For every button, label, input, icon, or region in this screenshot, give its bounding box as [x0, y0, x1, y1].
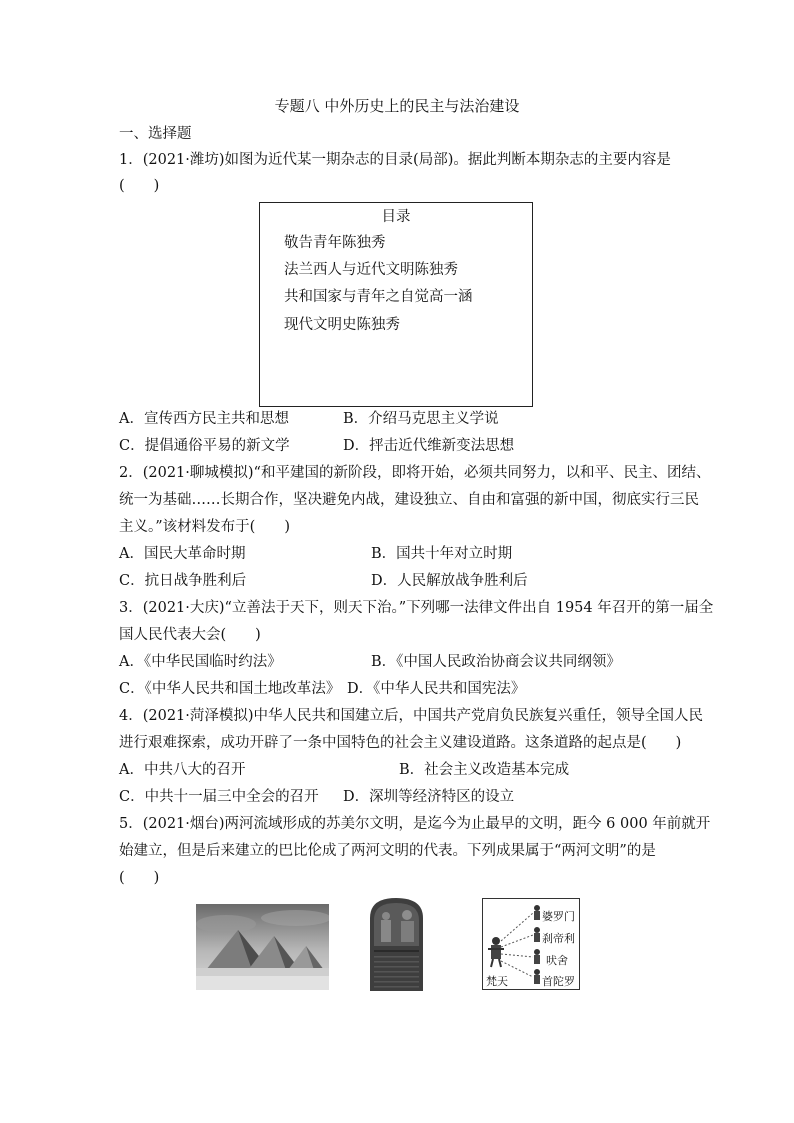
- q3-stem-line2: 国人民代表大会( ): [119, 627, 261, 643]
- q4-option-a: A．中共八大的召开: [119, 762, 246, 778]
- caste-label-shudra: 首陀罗: [542, 975, 575, 988]
- caste-label-kshatriya: 刹帝利: [542, 932, 575, 945]
- toc-title: 目录: [381, 209, 411, 225]
- q1-stem-line2: ( ): [119, 178, 160, 194]
- q3-option-d: D．《中华人民共和国宪法》: [347, 681, 526, 697]
- section-heading: 一、选择题: [119, 126, 192, 142]
- stele-image: [364, 896, 429, 991]
- q4-option-b: B．社会主义改造基本完成: [399, 762, 570, 778]
- q2-option-d: D．人民解放战争胜利后: [371, 573, 528, 589]
- q4-option-c: C．中共十一届三中全会的召开: [119, 789, 319, 805]
- magazine-toc-box: [259, 202, 533, 407]
- q2-stem-line2: 统一为基础……长期合作，坚决避免内战，建设独立、自由和富强的新中国，彻底实行三民: [119, 492, 699, 508]
- page-title: 专题八 中外历史上的民主与法治建设: [274, 97, 520, 115]
- caste-label-brahmin: 婆罗门: [542, 910, 575, 923]
- q5-stem-line3: ( ): [119, 870, 160, 886]
- toc-item: 共和国家与青年之自觉高一涵: [284, 289, 473, 305]
- q5-stem-line1: 5．(2021·烟台)两河流域形成的苏美尔文明，是迄今为止最早的文明，距今 6 000 年前就开: [119, 816, 711, 832]
- q4-option-d: D．深圳等经济特区的设立: [343, 789, 515, 805]
- toc-item: 敬告青年陈独秀: [284, 235, 386, 251]
- q1-option-b: B．介绍马克思主义学说: [343, 411, 499, 427]
- q1-option-d: D．抨击近代维新变法思想: [343, 438, 515, 454]
- q2-option-b: B．国共十年对立时期: [371, 546, 513, 562]
- q2-stem-line3: 主义。”该材料发布于( ): [119, 519, 290, 535]
- q5-stem-line2: 始建立，但是后来建立的巴比伦成了两河文明的代表。下列成果属于“两河文明”的是: [119, 843, 656, 859]
- q2-stem-line1: 2．(2021·聊城模拟)“和平建国的新阶段，即将开始，必须共同努力，以和平、民主、团结、: [119, 465, 711, 481]
- q3-option-b: B．《中国人民政治协商会议共同纲领》: [371, 654, 621, 670]
- q2-option-c: C．抗日战争胜利后: [119, 573, 247, 589]
- q3-option-a: A．《中华民国临时约法》: [119, 654, 282, 670]
- q4-stem-line2: 进行艰难探索，成功开辟了一条中国特色的社会主义建设道路。这条道路的起点是( ): [119, 735, 682, 751]
- toc-item: 现代文明史陈独秀: [284, 317, 400, 333]
- q3-stem-line1: 3．(2021·大庆)“立善法于天下，则天下治。”下列哪一法律文件出自 1954 年召开的第一届全: [119, 600, 714, 616]
- q1-option-a: A．宣传西方民主共和思想: [119, 411, 289, 427]
- q2-option-a: A．国民大革命时期: [119, 546, 246, 562]
- caste-label-vaishya: 吠舍: [546, 954, 568, 967]
- q3-option-c: C．《中华人民共和国土地改革法》: [119, 681, 341, 697]
- caste-label-brahma: 梵天: [486, 975, 508, 988]
- q1-stem-line1: 1．(2021·潍坊)如图为近代某一期杂志的目录(局部)。据此判断本期杂志的主要内容是: [119, 152, 671, 168]
- pyramids-image: [196, 904, 329, 990]
- toc-item: 法兰西人与近代文明陈独秀: [284, 262, 458, 278]
- q4-stem-line1: 4．(2021·菏泽模拟)中华人民共和国建立后，中国共产党肩负民族复兴重任，领导全国人民: [119, 708, 704, 724]
- caste-diagram: [482, 898, 580, 990]
- q1-option-c: C．提倡通俗平易的新文学: [119, 438, 290, 454]
